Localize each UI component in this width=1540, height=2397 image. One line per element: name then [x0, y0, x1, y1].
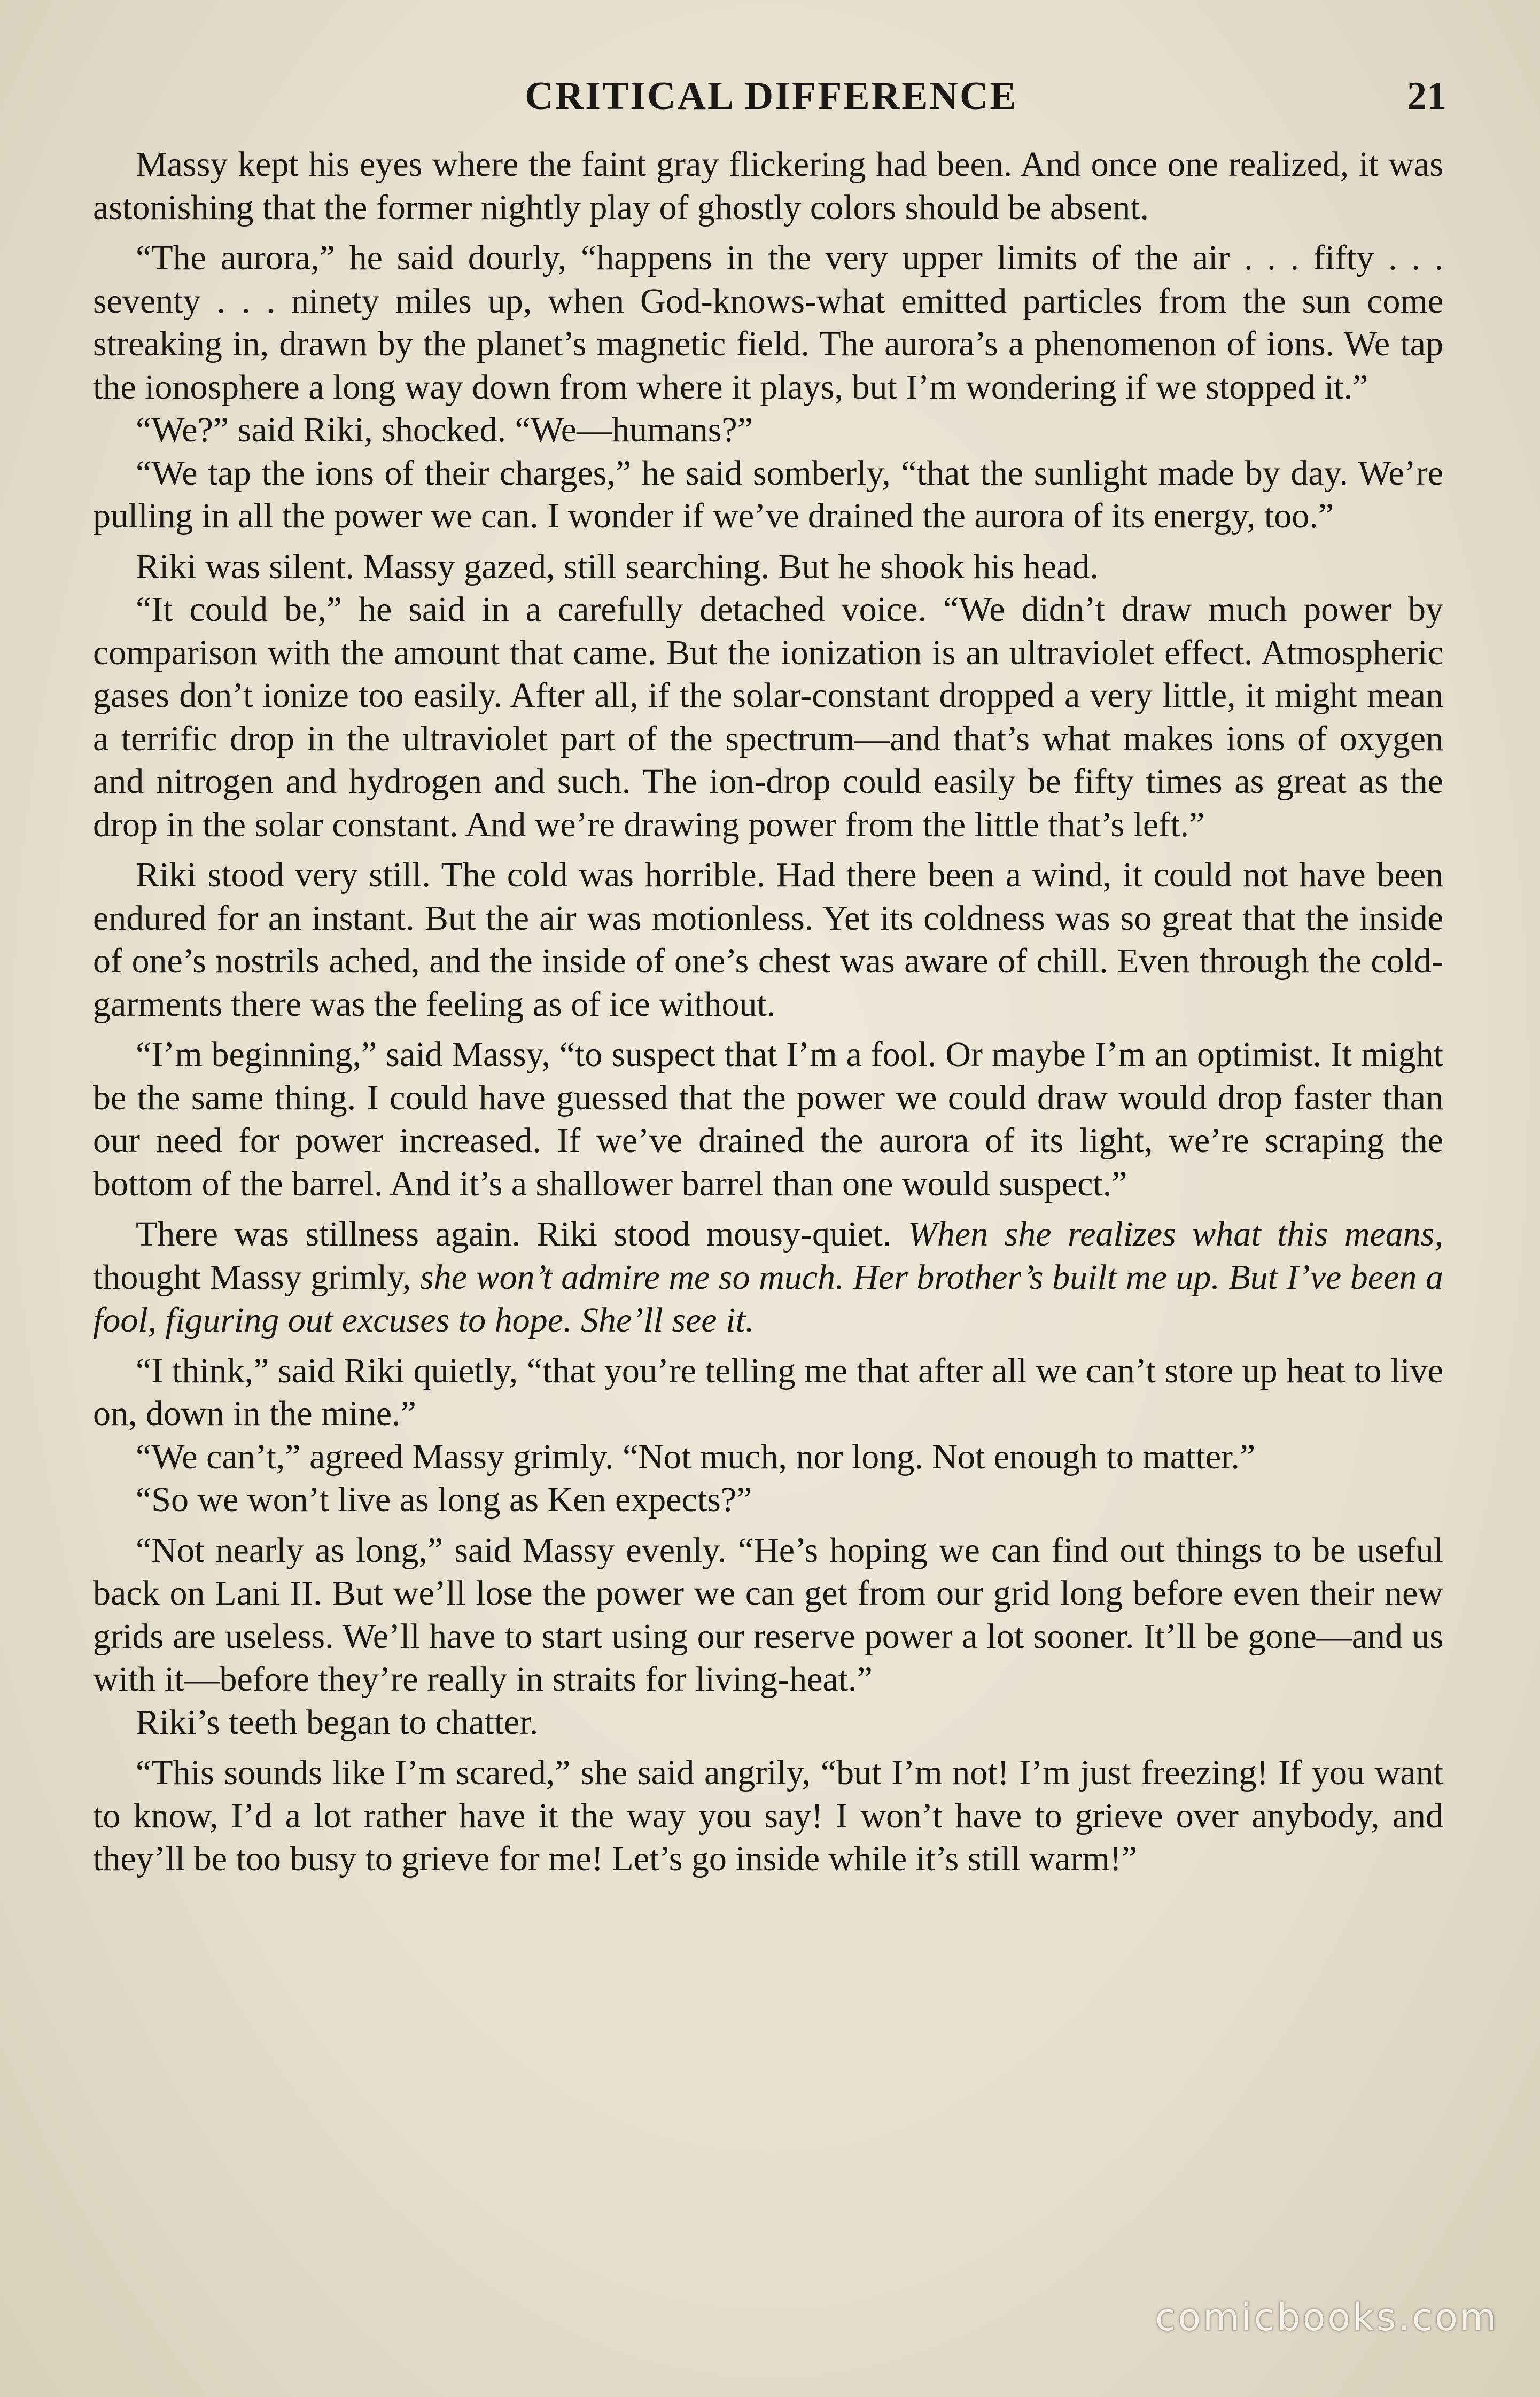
paragraph: [93, 1529, 1443, 1701]
watermark: comicbooks.com: [1155, 2295, 1498, 2339]
paragraph: [93, 237, 1443, 409]
body-text: [93, 143, 1443, 1888]
running-head: [91, 74, 1452, 133]
paragraph: [93, 1033, 1443, 1205]
text-run: Riki’s teeth began to chatter.: [136, 1702, 539, 1742]
text-run: There was stillness again. Riki stood mousy-quiet.: [136, 1215, 908, 1254]
text-run: “This sounds like I’m scared,” she said angrily, “but I’m not! I’m just freezing! If you want to know, I’d a lot rather have it the way you say! I won’t have to grieve over anybody, and they’ll be too busy to grieve for me! Let’s go inside while it’s still warm!”: [93, 1753, 1443, 1878]
text-run: “We?” said Riki, shocked. “We—humans?”: [136, 410, 753, 449]
text-run: “It could be,” he said in a carefully detached voice. “We didn’t draw much power by comparison with the amount that came. But the ionization is an ultraviolet effect. Atmospheric gases don’t ionize too easily. After all, if the solar-constant dropped a very little, it might mean a terrific drop in the ultraviolet part of the spectrum—and that’s what makes ions of oxygen and nitrogen and hydrogen and such. The ion-drop could easily be fifty times as great as the drop in the solar constant. And we’re drawing power from the little that’s left.”: [93, 590, 1443, 844]
paragraph: [93, 143, 1443, 229]
page-number: 21: [1407, 74, 1446, 118]
text-run: “We tap the ions of their charges,” he said somberly, “that the sunlight made by day. We’re pulling in all the power we can. I wonder if we’ve drained the aurora of its energy, too.”: [93, 453, 1443, 535]
paragraph: [93, 1213, 1443, 1342]
paragraph: [93, 409, 1443, 452]
text-run: “We can’t,” agreed Massy grimly. “Not much, nor long. Not enough to matter.”: [136, 1437, 1256, 1476]
paragraph: [93, 546, 1443, 589]
chapter-title: CRITICAL DIFFERENCE: [525, 74, 1018, 118]
paragraph: [93, 1752, 1443, 1881]
text-run: “Not nearly as long,” said Massy evenly. “He’s hoping we can find out things to be useful back on Lani II. But we’ll lose the power we can get from our grid long before even their new grids are useless. We’ll have to start using our reserve power a lot sooner. It’ll be gone—and us with it—before they’re really in straits for living-heat.”: [93, 1530, 1443, 1699]
paragraph: [93, 1436, 1443, 1479]
italic-text: When she realizes what this means,: [907, 1215, 1443, 1254]
paragraph: [93, 588, 1443, 846]
text-run: “So we won’t live as long as Ken expects?”: [136, 1480, 752, 1519]
paragraph: [93, 854, 1443, 1026]
paragraph: [93, 1701, 1443, 1745]
text-run: “The aurora,” he said dourly, “happens in the very upper limits of the air . . . fifty . . . seventy . . . ninety miles up, when God-knows-what emitted particles from the sun come streaking in, drawn by the planet’s magnetic field. The aurora’s a phenomenon of ions. We tap the ionosphere a long way down from where it plays, but I’m wondering if we stopped it.”: [93, 238, 1443, 407]
text-run: thought Massy grimly,: [93, 1257, 421, 1297]
paragraph: [93, 452, 1443, 538]
italic-text: she won’t admire me so much. Her brother’s built me up. But I’ve been a fool, figuring out excuses to hope. She’ll see it.: [93, 1257, 1443, 1340]
paragraph: [93, 1478, 1443, 1522]
text-run: Riki stood very still. The cold was horrible. Had there been a wind, it could not have been endured for an instant. But the air was motionless. Yet its coldness was so great that the inside of one’s nostrils ached, and the inside of one’s chest was aware of chill. Even through the cold-garments there was the feeling as of ice without.: [93, 855, 1443, 1024]
text-run: “I think,” said Riki quietly, “that you’re telling me that after all we can’t store up heat to live on, down in the mine.”: [93, 1351, 1443, 1433]
text-run: Riki was silent. Massy gazed, still searching. But he shook his head.: [136, 547, 1099, 586]
paragraph: [93, 1350, 1443, 1436]
text-run: “I’m beginning,” said Massy, “to suspect that I’m a fool. Or maybe I’m an optimist. It might be the same thing. I could have guessed that the power we could draw would drop faster than our need for power increased. If we’ve drained the aurora of its light, we’re scraping the bottom of the barrel. And it’s a shallower barrel than one would suspect.”: [93, 1035, 1443, 1203]
text-run: Massy kept his eyes where the faint gray flickering had been. And once one realized, it was astonishing that the former nightly play of ghostly colors should be absent.: [93, 145, 1443, 227]
